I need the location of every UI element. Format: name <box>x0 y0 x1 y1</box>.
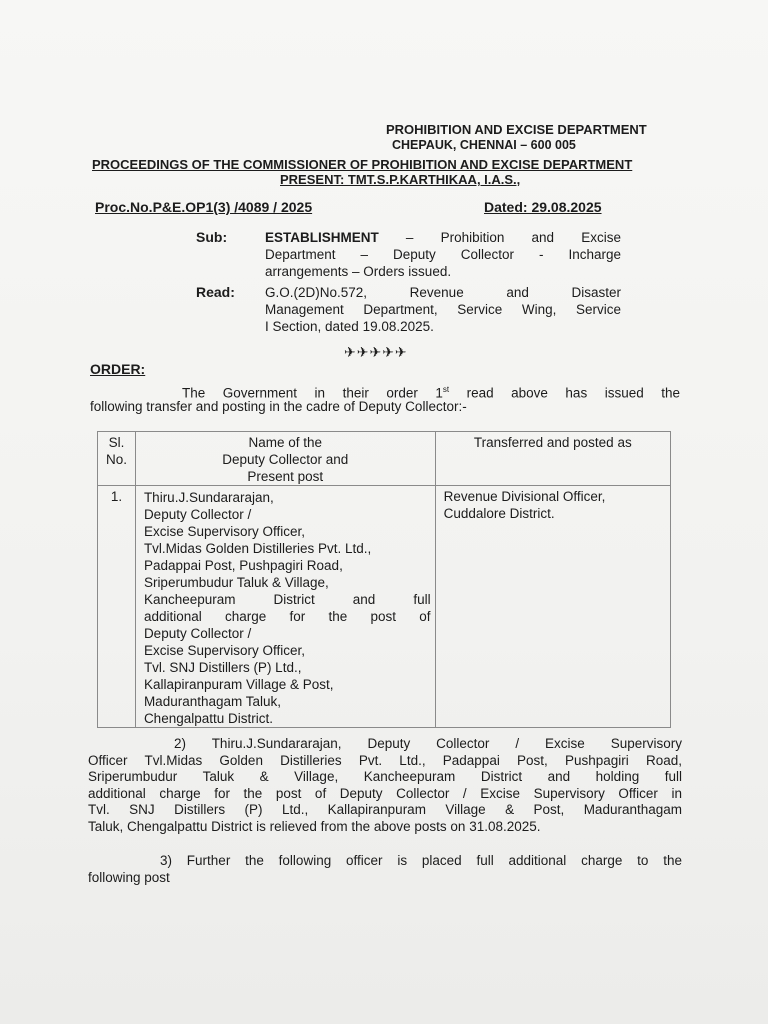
header-sl-no <box>98 432 136 486</box>
read-line-3: I Section, dated 19.08.2025. <box>265 319 434 334</box>
header-posted-as: Transferred and posted as <box>435 432 670 486</box>
separator-symbols: ✈✈✈✈✈ <box>344 344 408 360</box>
present-officer: PRESENT: TMT.S.P.KARTHIKAA, I.A.S., <box>280 172 521 187</box>
subject-line-1 <box>265 229 621 246</box>
paragraph-3-line: following post <box>88 869 170 885</box>
paragraph-2-line: 2) Thiru.J.Sundararajan, Deputy Collector / Excise Supervisory <box>174 736 682 751</box>
header-name <box>135 432 435 486</box>
ordinal-suffix: st <box>442 385 450 394</box>
name-line: Tvl.Midas Golden Distilleries Pvt. Ltd., <box>143 541 372 556</box>
name-line: Kancheepuram District and full <box>143 592 431 607</box>
order-paragraph-1-line-1: The Government in their order 1st read above has issued the <box>182 385 680 401</box>
department-name: PROHIBITION AND EXCISE DEPARTMENT <box>386 122 647 137</box>
order-paragraph-1 <box>90 382 680 415</box>
subject-line-1-rest: – Prohibition and Excise <box>378 230 621 245</box>
subject-text <box>265 229 621 280</box>
read-line-1: G.O.(2D)No.572, Revenue and Disaster <box>265 285 621 300</box>
proceedings-heading: PROCEEDINGS OF THE COMMISSIONER OF PROHIBITION AND EXCISE DEPARTMENT <box>92 157 633 172</box>
read-label: Read: <box>196 284 235 300</box>
read-text <box>265 284 621 335</box>
header-name-line-1: Name of the <box>248 435 323 450</box>
paragraph-2-line: Tvl. SNJ Distillers (P) Ltd., Kallapiranpuram Village & Post, Maduranthagam <box>88 802 682 817</box>
subject-bold-word: ESTABLISHMENT <box>265 230 379 245</box>
name-line: Deputy Collector / <box>143 626 252 641</box>
name-line: Maduranthagam Taluk, <box>143 694 282 709</box>
order-heading: ORDER: <box>90 361 146 377</box>
table-header-row <box>98 432 671 486</box>
name-line: Sriperumbudur Taluk & Village, <box>143 575 329 590</box>
paragraph-2-line: Sriperumbudur Taluk & Village, Kancheepuram District and holding full <box>88 769 682 784</box>
subject-label: Sub: <box>196 229 228 245</box>
proceedings-number: Proc.No.P&E.OP1(3) /4089 / 2025 <box>95 199 313 215</box>
table-row <box>98 486 671 728</box>
name-line: Padappai Post, Pushpagiri Road, <box>143 558 343 573</box>
posted-as-line: Cuddalore District. <box>443 506 555 521</box>
order-paragraph-2 <box>88 736 682 835</box>
header-sl-line-2: No. <box>105 452 127 467</box>
name-line: Excise Supervisory Officer, <box>143 643 305 658</box>
read-line-2: Management Department, Service Wing, Service <box>265 302 621 317</box>
name-line: Kallapiranpuram Village & Post, <box>143 677 334 692</box>
paragraph-2-line: Taluk, Chengalpattu District is relieved from the above posts on 31.08.2025. <box>88 818 541 834</box>
header-name-line-2: Deputy Collector and <box>222 452 349 467</box>
subject-line-3: arrangements – Orders issued. <box>265 264 452 279</box>
order-paragraph-3 <box>88 853 682 886</box>
posted-as-line: Revenue Divisional Officer, <box>443 489 606 504</box>
paragraph-3-line: 3) Further the following officer is placed full additional charge to the <box>160 853 682 868</box>
transfer-table <box>97 431 671 728</box>
header-sl-line-1: Sl. <box>108 435 125 450</box>
proceedings-date: Dated: 29.08.2025 <box>484 199 602 215</box>
name-line: Chengalpattu District. <box>143 711 273 726</box>
name-line: Deputy Collector / <box>143 507 252 522</box>
department-address: CHEPAUK, CHENNAI – 600 005 <box>392 138 576 152</box>
name-line: additional charge for the post of <box>143 609 431 624</box>
row-sl-no: 1. <box>98 486 136 728</box>
subject-line-2: Department – Deputy Collector - Incharge <box>265 247 621 262</box>
name-line: Excise Supervisory Officer, <box>143 524 305 539</box>
name-line: Thiru.J.Sundararajan, <box>143 490 274 505</box>
order-paragraph-1-line-2: following transfer and posting in the cadre of Deputy Collector:- <box>90 398 467 414</box>
row-posted-as <box>435 486 670 728</box>
paragraph-2-line: Officer Tvl.Midas Golden Distilleries Pvt. Ltd., Padappai Post, Pushpagiri Road, <box>88 752 682 768</box>
paragraph-2-line: additional charge for the post of Deputy Collector / Excise Supervisory Officer in <box>88 785 682 801</box>
header-name-line-3: Present post <box>247 469 324 484</box>
name-line: Tvl. SNJ Distillers (P) Ltd., <box>143 660 302 675</box>
row-name-and-post <box>135 486 435 728</box>
